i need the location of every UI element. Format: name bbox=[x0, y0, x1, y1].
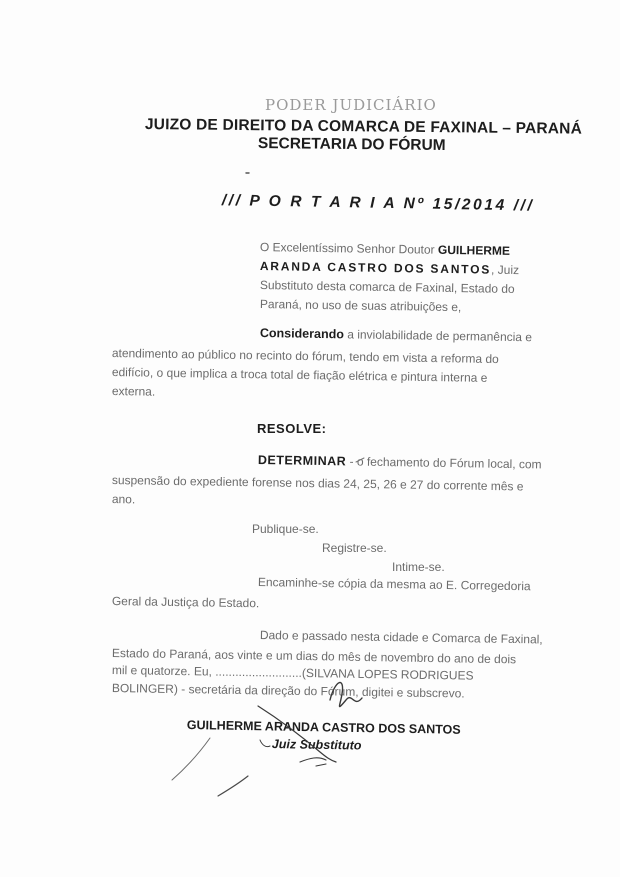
intro-name-first: GUILHERME bbox=[437, 242, 511, 258]
secretaria-heading: SECRETARIA DO FÓRUM bbox=[257, 135, 446, 154]
small-dash-mark bbox=[356, 458, 364, 462]
publique-text: Publique-se. bbox=[252, 522, 319, 536]
considerando-line-4: externa. bbox=[111, 384, 156, 399]
court-heading: JUIZO DE DIREITO DA COMARCA DE FAXINAL – PARANÁ bbox=[144, 116, 583, 138]
initials-mark bbox=[330, 683, 362, 707]
encaminhe-line-1: Encaminhe-se cópia da mesma ao E. Corregedoria bbox=[257, 575, 531, 594]
diagonal-stroke-1 bbox=[172, 738, 210, 780]
considerando-line-2: atendimento ao público no recinto do fórum, tendo em vista a reforma do bbox=[111, 346, 499, 367]
dado-line-1: Dado e passado nesta cidade e Comarca de Faxinal, bbox=[259, 628, 543, 647]
diagonal-stroke-2 bbox=[218, 776, 248, 796]
considerando-line-3: edifício, o que implica a troca total de fiação elétrica e pintura interna e bbox=[111, 365, 488, 385]
signature-stroke-main bbox=[258, 706, 336, 762]
registre-text: Registre-se. bbox=[322, 541, 387, 555]
encaminhe-line-2: Geral da Justiça do Estado. bbox=[111, 594, 260, 611]
signature-flourish bbox=[260, 740, 270, 747]
determinar-keyword: DETERMINAR bbox=[257, 453, 347, 469]
determinar-line-2: suspensão do expediente forense nos dias 24, 25, 26 e 27 do corrente mês e bbox=[111, 473, 524, 494]
signature-stroke-tail bbox=[300, 758, 326, 766]
dado-line-3: mil e quatorze. Eu, ..........................(SILVANA LOPES RODRIGUES bbox=[111, 663, 474, 683]
dado-line-4: BOLINGER) - secretária da direção do Fórum, digitei e subscrevo. bbox=[111, 681, 465, 701]
intime-text: Intime-se. bbox=[392, 560, 445, 574]
resolve-label: RESOLVE: bbox=[257, 421, 327, 436]
considerando-text: a inviolabilidade de permanência e bbox=[343, 327, 533, 345]
dado-line-2: Estado do Paraná, aos vinte e um dias do mês de novembro do ano de dois bbox=[111, 646, 517, 667]
intro-line-4: Paraná, no uso de suas atribuições e, bbox=[259, 297, 462, 315]
intro-line-3: Substituto desta comarca de Faxinal, Estado do bbox=[259, 278, 515, 297]
portaria-title: /// P O R T A R I A Nº 15/2014 /// bbox=[221, 192, 535, 215]
considerando-keyword: Considerando bbox=[259, 326, 345, 342]
signature-name: GUILHERME ARANDA CASTRO DOS SANTOS bbox=[186, 718, 461, 737]
signature-title: Juiz Substituto bbox=[271, 737, 362, 753]
intro-name-rest: ARANDA CASTRO DOS SANTOS bbox=[259, 259, 492, 277]
determinar-text: - o fechamento do Fórum local, com bbox=[346, 454, 542, 472]
determinar-line-3: ano. bbox=[111, 492, 136, 507]
intro-role: , Juiz bbox=[490, 262, 520, 278]
overhead-text: PODER JUDICIÁRIO bbox=[265, 96, 437, 114]
intro-text: O Excelentíssimo Senhor Doutor bbox=[259, 240, 439, 257]
